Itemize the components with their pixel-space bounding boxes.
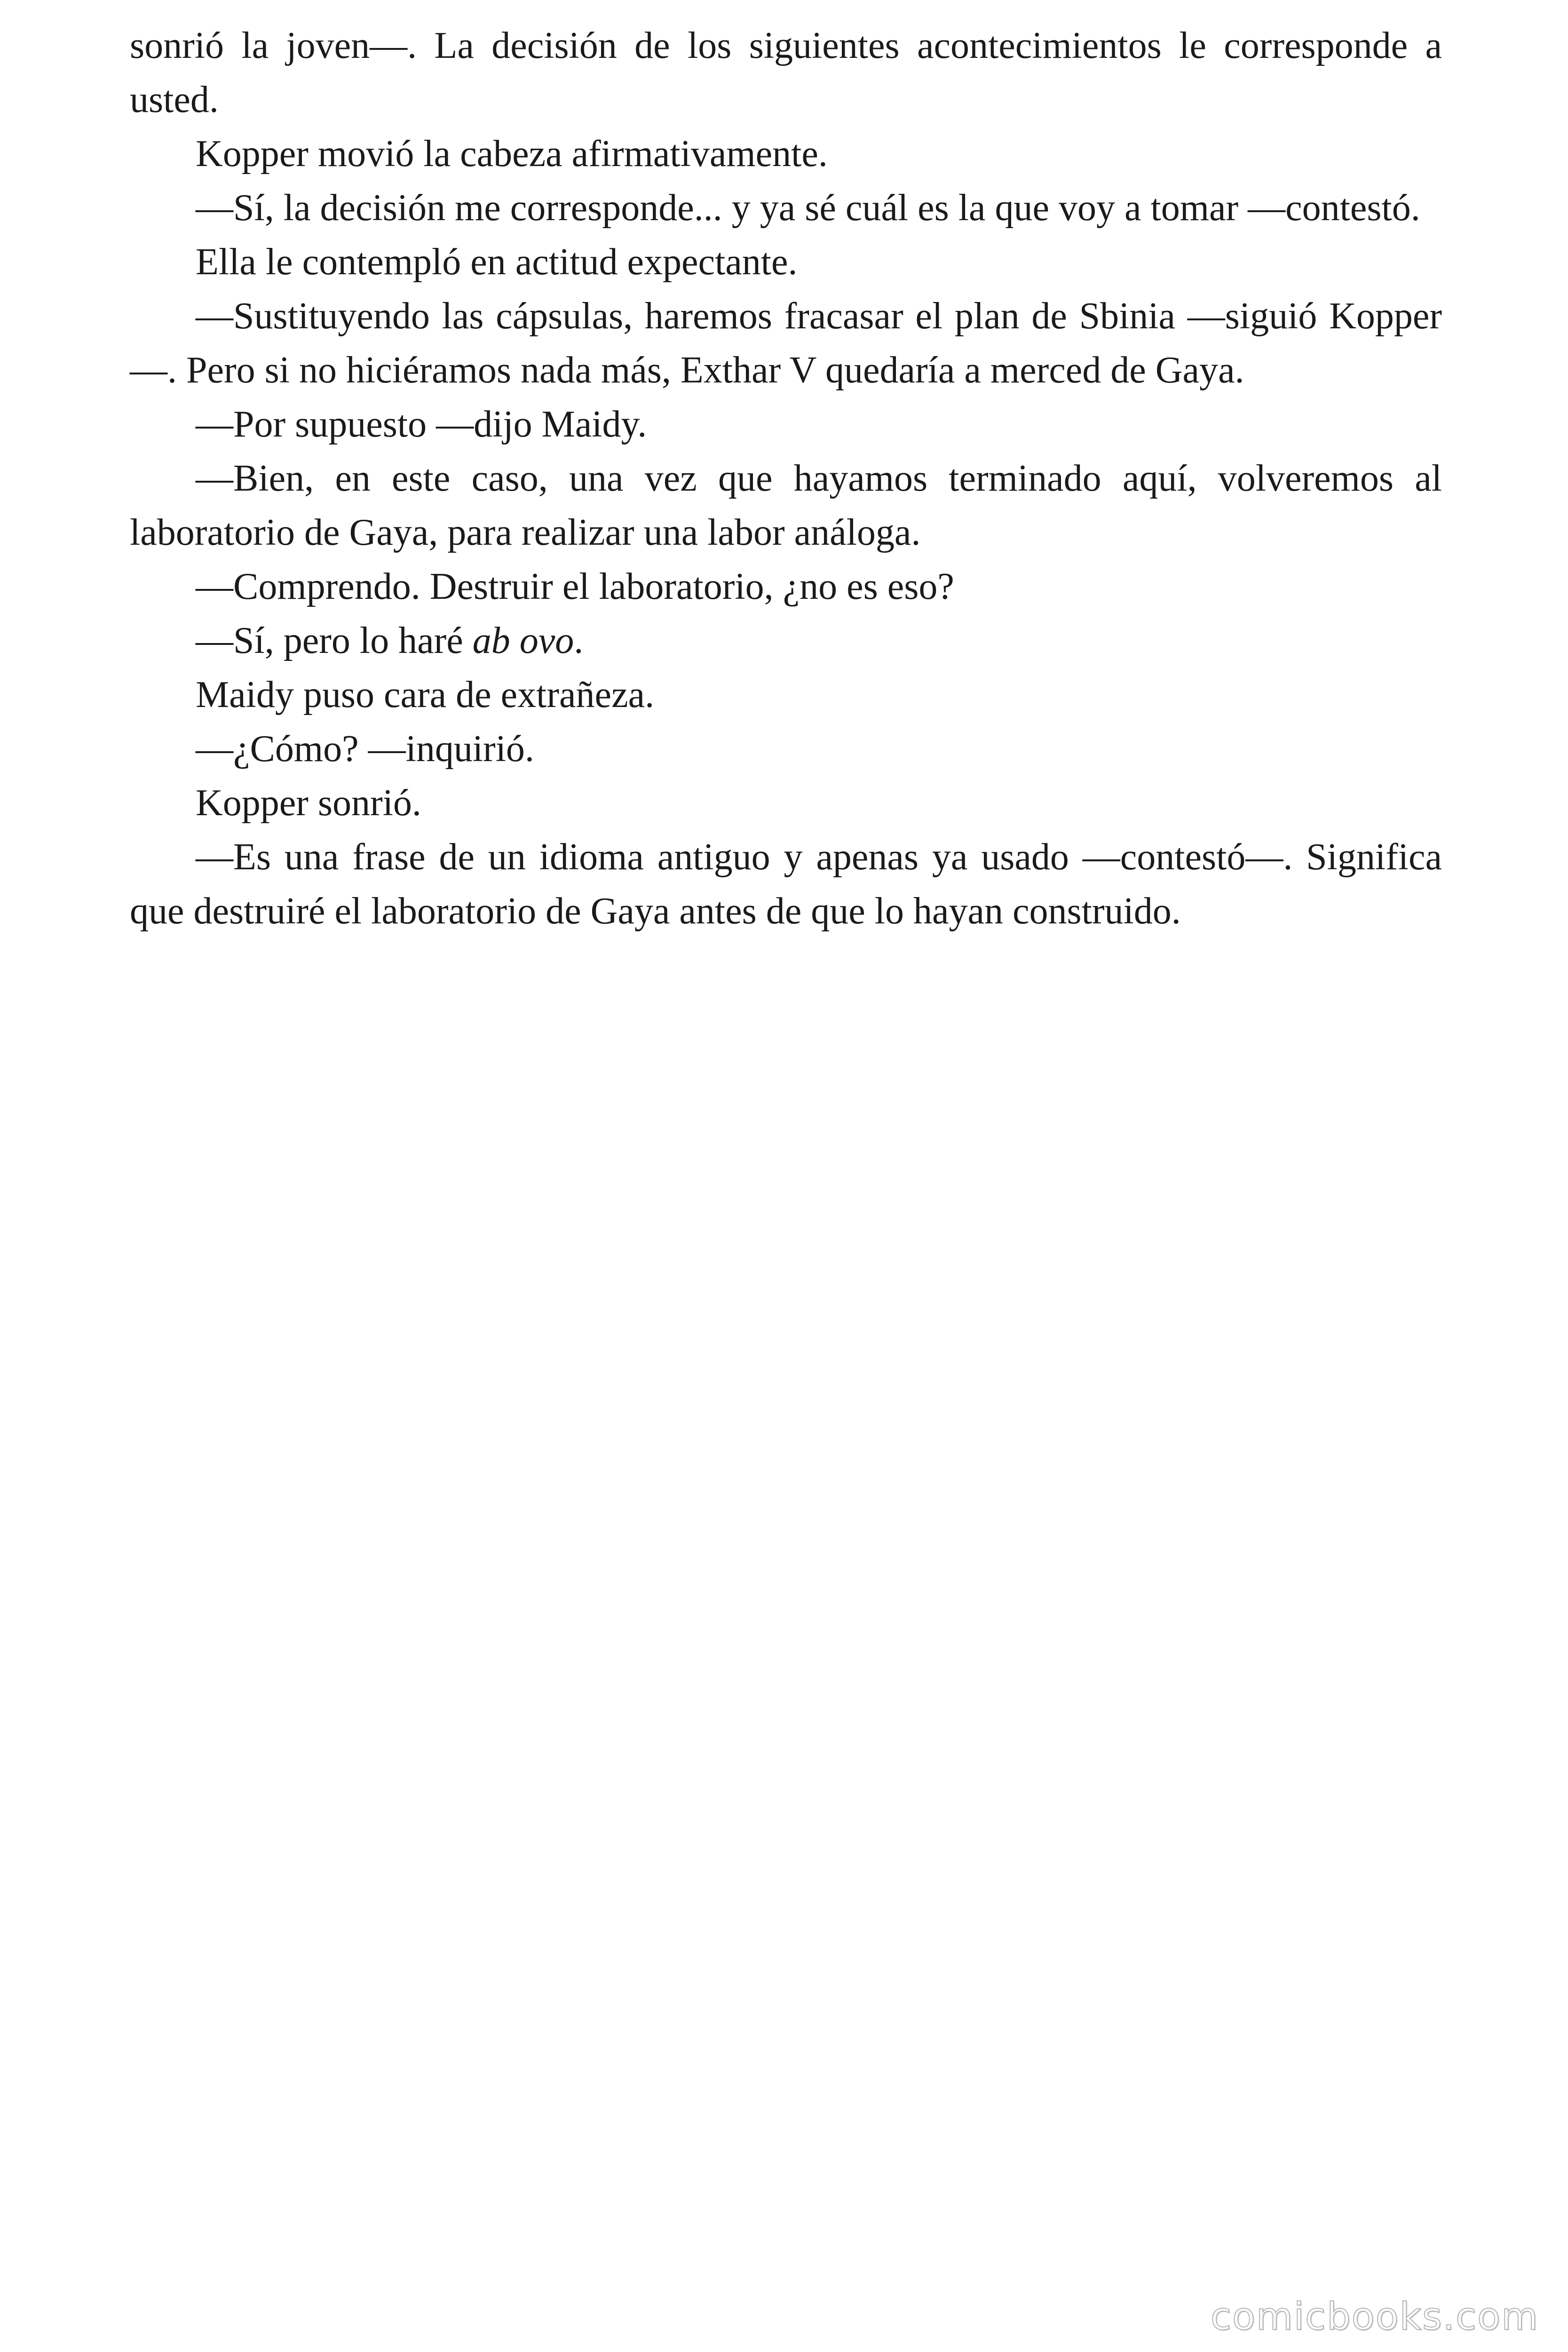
paragraph: —Bien, en este caso, una vez que hayamos terminado aquí, volveremos al laboratorio de Gaya, para realizar una labor análoga. — [130, 458, 1442, 553]
paragraph: Maidy puso cara de extrañeza. — [196, 674, 655, 715]
paragraph-text: —Sí, pero lo haré — [196, 620, 473, 661]
paragraph: sonrió la joven—. La decisión de los siguientes acontecimientos le corresponde a usted. — [130, 25, 1442, 120]
paragraph: —Es una frase de un idioma antiguo y apenas ya usado —contestó—. Significa que destruiré el laboratorio de Gaya antes de que lo hayan construido. — [130, 836, 1442, 932]
paragraph: Kopper sonrió. — [196, 782, 421, 824]
paragraph: —¿Cómo? —inquirió. — [196, 728, 534, 770]
watermark: comicbooks.com — [1210, 2295, 1539, 2338]
italic-phrase: ab ovo — [472, 620, 574, 661]
paragraph — [130, 614, 1442, 668]
paragraph-text: . — [574, 620, 584, 661]
paragraph: Ella le contempló en actitud expectante. — [196, 241, 798, 283]
paragraph: —Sustituyendo las cápsulas, haremos fracasar el plan de Sbinia —siguió Kopper—. Pero si no hiciéramos nada más, Exthar V quedaría a merced de Gaya. — [130, 295, 1442, 391]
paragraph: —Por supuesto —dijo Maidy. — [196, 404, 647, 445]
paragraph: —Comprendo. Destruir el laboratorio, ¿no es eso? — [196, 566, 954, 607]
body-text — [130, 19, 1442, 938]
paragraph: —Sí, la decisión me corresponde... y ya sé cuál es la que voy a tomar —contestó. — [196, 187, 1420, 229]
paragraph: Kopper movió la cabeza afirmativamente. — [196, 133, 828, 175]
